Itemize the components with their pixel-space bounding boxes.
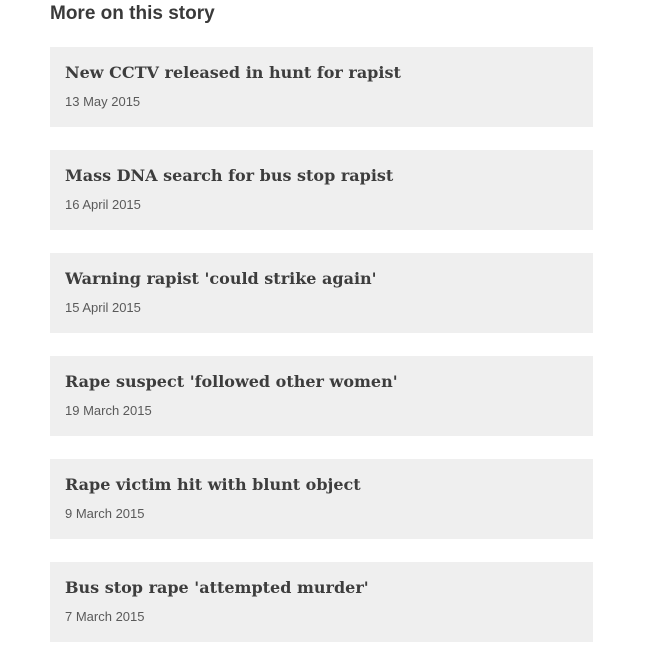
story-headline: Mass DNA search for bus stop rapist	[65, 166, 394, 185]
more-on-this-story-section	[50, 0, 593, 655]
story-headline: Bus stop rape 'attempted murder'	[65, 578, 369, 597]
story-link-6[interactable]	[50, 562, 593, 642]
story-date: 7 March 2015	[65, 609, 145, 624]
story-headline: Rape victim hit with blunt object	[65, 475, 361, 494]
story-date: 9 March 2015	[65, 506, 145, 521]
story-date: 13 May 2015	[65, 94, 141, 109]
list-item	[50, 150, 593, 230]
story-headline: Rape suspect 'followed other women'	[65, 372, 398, 391]
story-date: 15 April 2015	[65, 300, 141, 315]
list-item	[50, 562, 593, 642]
list-item	[50, 253, 593, 333]
story-link-5[interactable]	[50, 459, 593, 539]
story-link-1[interactable]	[50, 47, 593, 127]
story-list	[50, 47, 593, 642]
list-item	[50, 47, 593, 127]
list-item	[50, 356, 593, 436]
story-date: 16 April 2015	[65, 197, 141, 212]
section-title: More on this story	[50, 3, 215, 24]
story-link-4[interactable]	[50, 356, 593, 436]
story-date: 19 March 2015	[65, 403, 152, 418]
story-headline: New CCTV released in hunt for rapist	[65, 63, 401, 82]
story-link-2[interactable]	[50, 150, 593, 230]
list-item	[50, 459, 593, 539]
story-headline: Warning rapist 'could strike again'	[65, 269, 377, 288]
story-link-3[interactable]	[50, 253, 593, 333]
